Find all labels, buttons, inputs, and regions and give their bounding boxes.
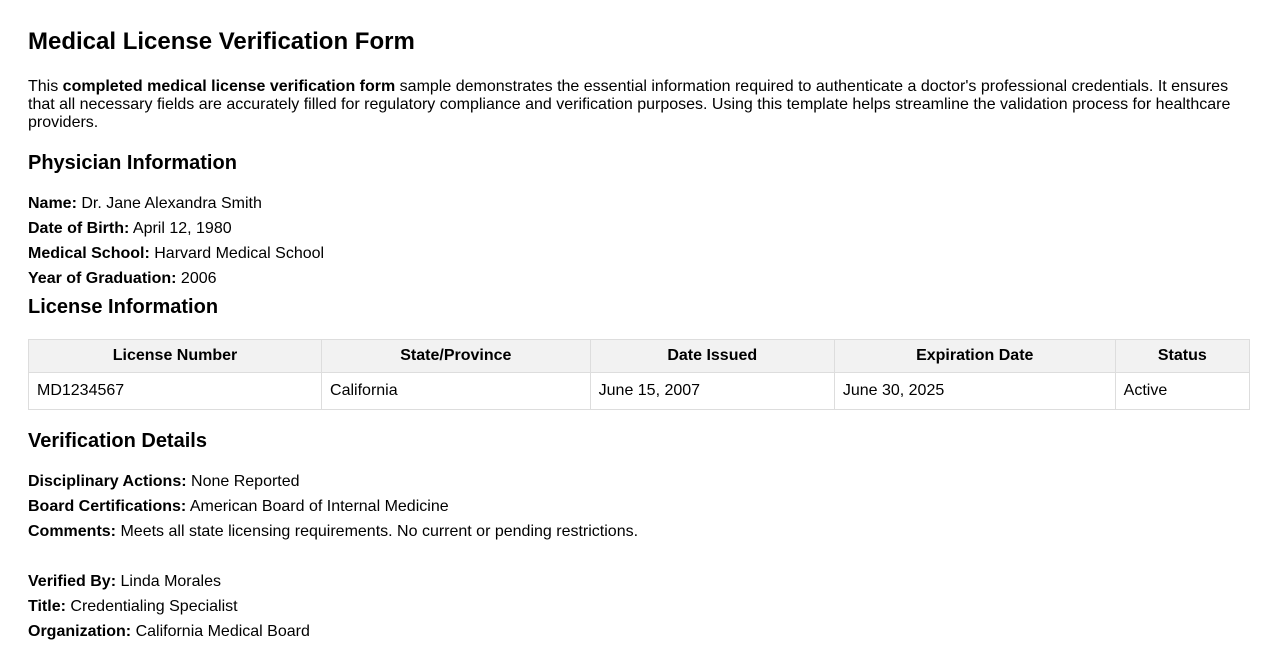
field-label: Board Certifications:	[28, 498, 187, 515]
table-header-state-province: State/Province	[322, 340, 591, 373]
table-header-date-issued: Date Issued	[590, 340, 834, 373]
table-row	[29, 373, 1250, 410]
field-value: Linda Morales	[120, 573, 221, 590]
field-label: Disciplinary Actions:	[28, 473, 187, 490]
field-label: Date of Birth:	[28, 220, 130, 237]
page-title: Medical License Verification Form	[28, 28, 415, 55]
table-header-license-number: License Number	[29, 340, 322, 373]
field-value: Harvard Medical School	[154, 245, 325, 262]
section-heading-physician-information: Physician Information	[28, 152, 237, 174]
intro-text-rest: sample demonstrates the essential information required to authenticate a doctor's professional credentials. It ensures that all necessary fields are accurately filled for regulatory compliance and verification purposes. Using this template helps streamline the validation process for healthcare providers.	[28, 78, 1231, 131]
field-organization	[28, 623, 1250, 641]
field-label: Title:	[28, 598, 66, 615]
field-label: Verified By:	[28, 573, 117, 590]
field-comments	[28, 523, 1250, 541]
field-value: 2006	[180, 270, 217, 287]
signature-block	[28, 573, 1250, 641]
field-value: Dr. Jane Alexandra Smith	[81, 195, 262, 212]
table-cell-state-province: California	[322, 373, 591, 410]
table-cell-date-issued: June 15, 2007	[590, 373, 834, 410]
field-value: Credentialing Specialist	[70, 598, 238, 615]
field-title	[28, 598, 1250, 616]
table-cell-status: Active	[1115, 373, 1249, 410]
field-name	[28, 195, 1250, 213]
field-year-of-graduation	[28, 270, 1250, 288]
field-value: Meets all state licensing requirements. No current or pending restrictions.	[120, 523, 639, 540]
field-label: Medical School:	[28, 245, 150, 262]
section-heading-verification-details: Verification Details	[28, 430, 207, 452]
field-label: Comments:	[28, 523, 117, 540]
field-value: April 12, 1980	[132, 220, 232, 237]
table-cell-license-number: MD1234567	[29, 373, 322, 410]
field-value: California Medical Board	[135, 623, 310, 640]
field-value: None Reported	[191, 473, 300, 490]
table-header-status: Status	[1115, 340, 1249, 373]
field-medical-school	[28, 245, 1250, 263]
field-disciplinary-actions	[28, 473, 1250, 491]
field-label: Name:	[28, 195, 77, 212]
table-header-expiration-date: Expiration Date	[834, 340, 1115, 373]
intro-text-prefix: This	[28, 78, 63, 95]
table-header-row	[29, 340, 1250, 373]
field-label: Organization:	[28, 623, 132, 640]
field-board-certifications	[28, 498, 1250, 516]
table-cell-expiration-date: June 30, 2025	[834, 373, 1115, 410]
field-date-of-birth	[28, 220, 1250, 238]
field-value: American Board of Internal Medicine	[189, 498, 449, 515]
section-heading-license-information: License Information	[28, 296, 219, 318]
intro-text-bold: completed medical license verification form	[62, 78, 396, 95]
field-label: Year of Graduation:	[28, 270, 177, 287]
license-table	[28, 339, 1250, 410]
intro-paragraph	[28, 78, 1250, 132]
field-verified-by	[28, 573, 1250, 591]
